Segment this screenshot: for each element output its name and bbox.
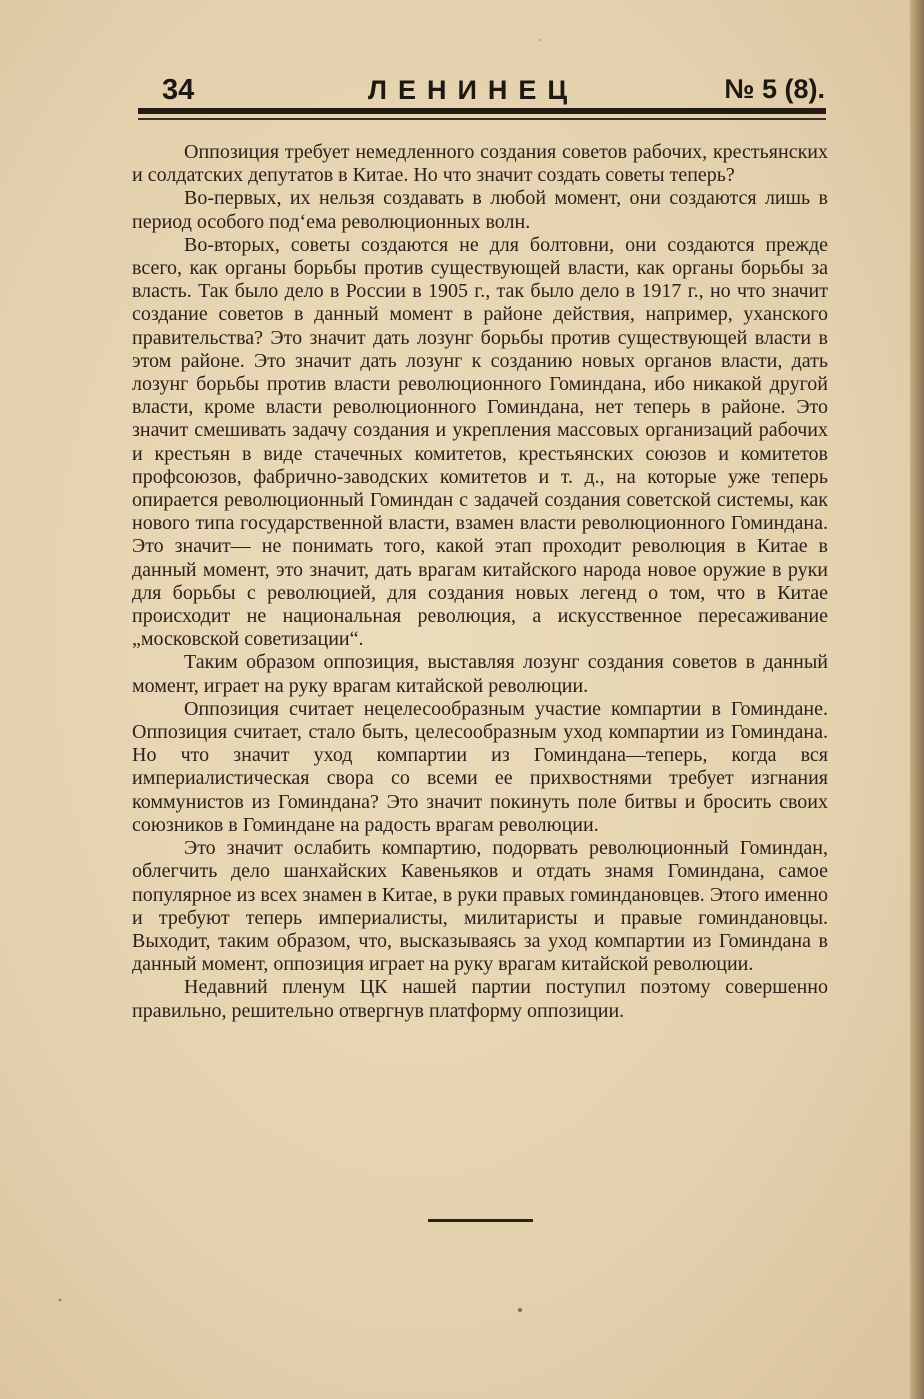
paragraph: Таким образом оппозиция, выставляя лозунг создания советов в данный момент, играет на руку врагам китайской революции. <box>132 651 828 697</box>
paragraph: Во-вторых, советы создаются не для болтовни, они создаются прежде всего, как органы борьбы против существующей власти, как органы борьбы за власть. Так было дело в России в 1905 г., так было дело в 1917 г., но что значит создание советов в данный момент в районе действия, например, уханского правительства? Это значит дать лозунг борьбы против существующей власти в этом районе. Это значит дать лозунг к созданию новых органов власти, дать лозунг борьбы против власти революционного Гоминдана, ибо никакой другой власти, кроме власти революционного Гоминдана, нет теперь в районе. Это значит смешивать задачу создания и укрепления массовых организаций рабочих и крестьян в виде стачечных комитетов, крестьянских союзов и комитетов профсоюзов, фабрично-заводских комитетов и т. д., на которые уже теперь опирается революционный Гоминдан с задачей создания советской системы, как нового типа государственной власти, взамен власти революционного Гоминдана. Это значит— не понимать того, какой этап проходит революция в Китае в данный момент, это значит, дать врагам китайского народа новое оружие в руки для борьбы с революцией, для создания новых легенд о том, что в Китае происходит не национальная революция, а искусственное пересаживание „московской советизации“. <box>132 233 828 651</box>
paragraph: Во-первых, их нельзя создавать в любой момент, они создаются лишь в период особого под‘ема революционных волн. <box>132 187 828 233</box>
article-body <box>132 141 828 1023</box>
binding-edge <box>910 0 924 1399</box>
page-header <box>160 70 825 110</box>
header-rule-thin <box>138 118 826 120</box>
page-number: 34 <box>162 74 195 106</box>
paragraph: Это значит ослабить компартию, подорвать революционный Гоминдан, облегчить дело шанхайских Кавеньяков и отдать знамя Гоминдана, самое популярное из всех знамен в Китае, в руки правых гоминдановцев. Этого именно и требуют теперь империалисты, милитаристы и правые гоминдановцы. Выходит, таким образом, что, высказываясь за уход компартии из Гоминдана в данный момент, оппозиция играет на руку врагам китайской революции. <box>132 837 828 976</box>
journal-title: ЛЕНИНЕЦ <box>368 75 579 105</box>
paragraph: Оппозиция требует немедленного создания советов рабочих, крестьянских и солдатских депутатов в Китае. Но что значит создать советы теперь? <box>132 141 828 187</box>
issue-number: № 5 (8). <box>724 74 825 104</box>
paragraph: Оппозиция считает нецелесообразным участие компартии в Гоминдане. Оппозиция считает, стало быть, целесообразным уход компартии из Гоминдана. Но что значит уход компартии из Гоминдана—теперь, когда вся империалистическая свора со всеми ее прихвостнями требует изгнания коммунистов из Гоминдана? Это значит покинуть поле битвы и бросить своих союзников в Гоминдане на радость врагам революции. <box>132 697 828 836</box>
paragraph: Недавний пленум ЦК нашей партии поступил поэтому совершенно правильно, решительно отвергнув платформу оппозиции. <box>132 976 828 1022</box>
end-of-article-rule <box>428 1219 533 1222</box>
header-rule-thick <box>138 108 826 114</box>
